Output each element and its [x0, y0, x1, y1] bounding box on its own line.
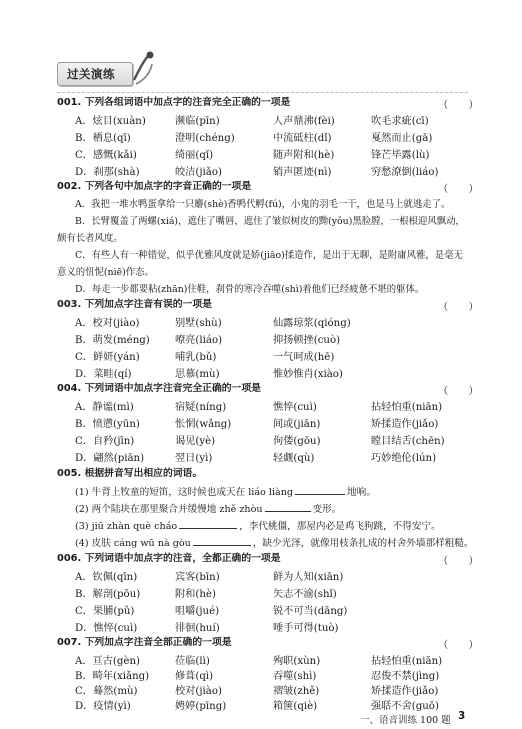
- option: 惟妙惟肖(xiào): [273, 369, 343, 380]
- option: A．亘古(gèn): [75, 656, 140, 667]
- option: 锐不可当(dāng): [273, 606, 348, 617]
- option: A．炫目(xuàn): [75, 116, 146, 127]
- option: C．鲜妍(yán): [75, 352, 140, 363]
- option: 矫揉造作(jiǎo): [371, 686, 439, 697]
- option: D．翩然(piān): [75, 453, 145, 464]
- section-banner: [57, 62, 133, 86]
- pushpin-icon: [130, 50, 156, 88]
- question-4-stem: 004. 下列词语中加点字注音完全正确的一项是: [57, 383, 261, 394]
- option-line: A．我把一堆水鸭蛋拿给一只麝(shè)香鸭代孵(fú)，小鬼的羽毛一干，也是马上就逃走了。: [75, 199, 451, 210]
- option: 轻觑(qù): [273, 453, 315, 464]
- option-line: D．每走一步都要粘(zhān)住鞋，刹骨的寒冷吞噬(shì)着他们已经疲惫不堪的躯体。: [75, 284, 425, 295]
- option: 澄明(chéng): [175, 133, 235, 144]
- fill-item: (1) 牛背上牧童的短笛，这时候也成天在 liáo liàng 地响。: [75, 487, 376, 498]
- option: 随声附和(hè): [273, 150, 335, 161]
- option: 吞噬(shì): [273, 671, 317, 682]
- option: 殉职(xùn): [273, 656, 321, 667]
- option: 间或(jiān): [273, 419, 321, 430]
- option: A．校对(jiào): [75, 318, 140, 329]
- option: 校对(jiào): [175, 686, 222, 697]
- option: B．栖息(qī): [75, 133, 131, 144]
- answer-blank: （ ）: [438, 184, 479, 195]
- answer-blank: （ ）: [438, 640, 479, 651]
- option: 忍俊不禁(jìng): [371, 671, 440, 682]
- option: 鲜为人知(xiān): [273, 572, 344, 583]
- option: 强聒不舍(guō): [371, 701, 439, 712]
- answer-blank: （ ）: [438, 302, 479, 313]
- option-line: 意义的忸怩(niē)作态。: [57, 267, 154, 278]
- option: 褶皱(zhě): [273, 686, 320, 697]
- option: B．畸年(xiǎng): [75, 671, 150, 682]
- answer-blank: （ ）: [438, 386, 479, 397]
- option: B．愤懑(yūn): [75, 419, 140, 430]
- option: 穷愁潦倒(liáo): [371, 167, 439, 178]
- option: 哺乳(bǔ): [175, 352, 217, 363]
- option: 仙露琼浆(qióng): [273, 318, 351, 329]
- option: 拈轻怕重(niān): [371, 656, 443, 667]
- answer-blank: （ ）: [438, 556, 479, 567]
- question-5-stem: 005. 根据拼音写出相应的词语。: [57, 468, 203, 479]
- option: B．萌发(méng): [75, 335, 150, 346]
- option: 徘徊(huí): [175, 623, 220, 634]
- option: 瞠目结舌(chēn): [371, 436, 445, 447]
- option: 娉婷(pīng): [175, 701, 227, 712]
- option: 矫揉造作(jiǎo): [371, 419, 439, 430]
- option: 翌日(yì): [175, 453, 213, 464]
- option: 思慕(mù): [175, 369, 220, 380]
- question-6-stem: 006. 下列词语中加点字的注音，全都正确的一项是: [57, 553, 281, 564]
- option: A．钦佩(qīn): [75, 572, 138, 583]
- divider: [57, 92, 468, 93]
- section-title: 过关演练: [67, 67, 115, 81]
- option: 附和(hè): [175, 589, 216, 600]
- option: 皎洁(jiǎo): [175, 167, 222, 178]
- option: D．憔悴(cuì): [75, 623, 138, 634]
- option: 巧妙绝伦(lún): [371, 453, 437, 464]
- option: D．疫情(yì): [75, 701, 131, 712]
- option: 销声匿迹(nì): [273, 167, 332, 178]
- fill-item: (2) 两个陆块在那里聚合并缓慢地 zhě zhòu 变形。: [75, 504, 342, 515]
- answer-blank: （ ）: [438, 100, 479, 111]
- option: 锋芒毕露(lù): [371, 150, 430, 161]
- option: C．蓦然(mù): [75, 686, 138, 697]
- option: D．菜畦(qí): [75, 369, 132, 380]
- option: 谒见(yè): [175, 436, 216, 447]
- option: 濒临(pīn): [175, 116, 220, 127]
- option: 绮丽(qǐ): [175, 150, 214, 161]
- question-1-stem: 001. 下列各组词语中加点字的注音完全正确的一项是: [57, 97, 291, 108]
- option: D．刹那(shà): [75, 167, 140, 178]
- option: 嘹亮(liáo): [175, 335, 223, 346]
- option: 矢志不渝(shǐ): [273, 589, 337, 600]
- page-number: 3: [458, 710, 466, 722]
- option: C．果脯(pǔ): [75, 606, 135, 617]
- option: A．静谧(mì): [75, 402, 134, 413]
- question-7-stem: 007. 下列加点字注音全部正确的一项是: [57, 637, 232, 648]
- option: 宾客(bīn): [175, 572, 220, 583]
- question-3-stem: 003. 下列加点字注音有误的一项是: [57, 299, 212, 310]
- option-line: C．有些人有一种错觉，似乎优雅风度就是娇(jiāo)揉造作，是出于无聊，是附庸风雅，是毫无: [75, 250, 463, 261]
- option-line: 颇有长者风度。: [57, 233, 123, 244]
- option: 拈轻怕重(niān): [371, 402, 443, 413]
- question-2-stem: 002. 下列各句中加点字的字音正确的一项是: [57, 181, 252, 192]
- option: 佝偻(gōu): [273, 436, 321, 447]
- option: 唾手可得(tuò): [273, 623, 339, 634]
- option: 吹毛求疵(cī): [371, 116, 429, 127]
- running-footer: 一、语音训练 100 题: [360, 715, 451, 726]
- option: C．自矜(jīn): [75, 436, 135, 447]
- option: 修葺(qì): [175, 671, 214, 682]
- option: 抑扬顿挫(cuò): [273, 335, 341, 346]
- option: 戛然而止(gā): [371, 133, 433, 144]
- fill-item: (3) jiū zhàn què cháo ，李代桃僵，那屋内必是鸡飞狗跳，不得安宁。: [75, 521, 441, 532]
- option: B．解剖(pōu): [75, 589, 141, 600]
- option: 咀嚼(jué): [175, 606, 220, 617]
- option: 宿疑(níng): [175, 402, 227, 413]
- option-line: B．长臂覆盖了两螺(xiá)，遮住了嘴唇，遮住了皱似树皮的黝(yǒu)黑脸膛，一根根迎风飘动，: [75, 216, 465, 227]
- option: 别墅(shù): [175, 318, 222, 329]
- option: 莅临(lì): [175, 656, 210, 667]
- option: 人声鼎沸(fèi): [273, 116, 335, 127]
- option: 怅惘(wǎng): [175, 419, 232, 430]
- option: 憔悴(cuì): [273, 402, 317, 413]
- option: 箱箧(qiè): [273, 701, 318, 712]
- option: 中流砥柱(dǐ): [273, 133, 332, 144]
- fill-item: (4) 皮肤 cáng wū nà gòu ，缺少光泽，就像用枝条扎成的村舍外墙那样粗糙。: [75, 538, 474, 549]
- option: C．感慨(kǎi): [75, 150, 137, 161]
- option: 一气呵成(hē): [273, 352, 335, 363]
